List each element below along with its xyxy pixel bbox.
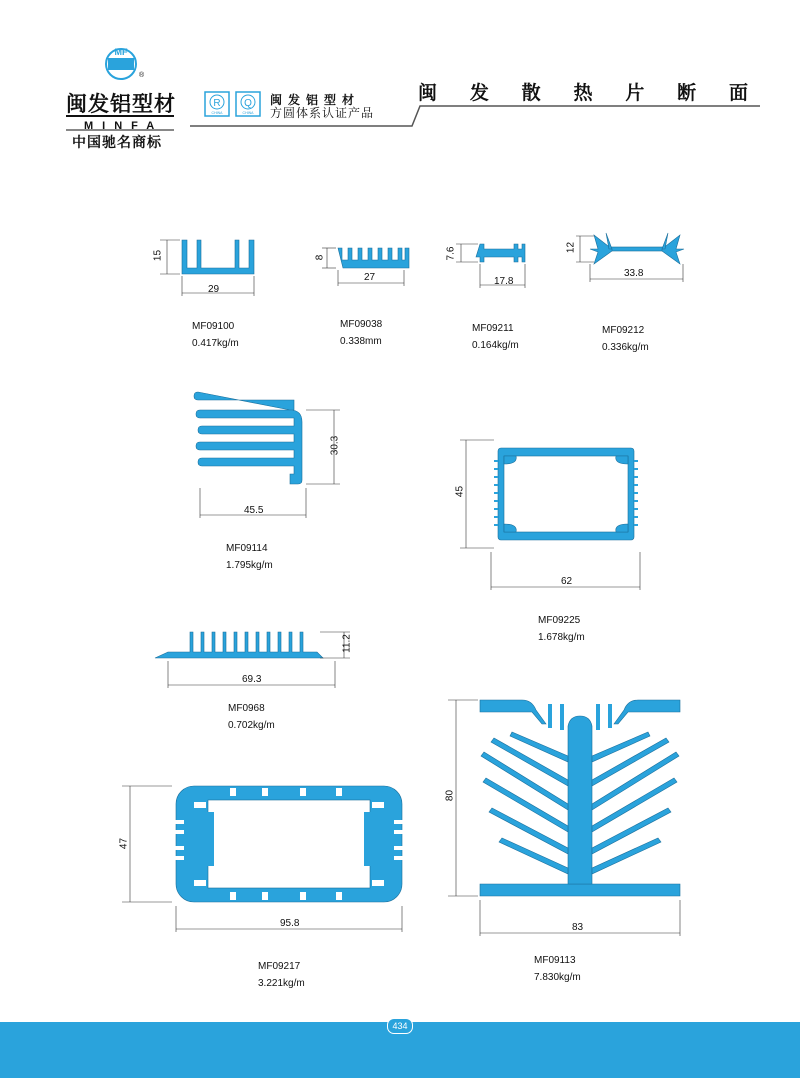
profile-caption-mf09114 (226, 540, 273, 574)
profile-weight: 1.795kg/m (226, 560, 273, 571)
dim-mf09217-width: 95.8 (280, 918, 300, 929)
cert-brand-name: 闽发铝型材 (270, 93, 361, 107)
cert-badge-r-letter: R (213, 98, 221, 109)
profile-code: MF09113 (534, 955, 576, 966)
page-number: 434 (387, 1018, 413, 1034)
cert-badge-q-caption: CHINA (242, 111, 254, 115)
brand-name-en: MINFA (84, 120, 164, 132)
cert-badge-q-letter: Q (244, 98, 252, 109)
page-title (418, 78, 748, 105)
profile-weight: 0.338mm (340, 336, 382, 347)
title-char: 热 (573, 82, 593, 104)
profile-mf09211-drawing (456, 244, 525, 288)
title-char: 片 (625, 82, 645, 104)
title-char: 闽 (418, 82, 438, 104)
profile-caption-mf09225 (538, 612, 585, 646)
profile-code: MF09114 (226, 543, 268, 554)
profile-caption-mf09217 (258, 958, 305, 992)
profile-code: MF09225 (538, 615, 581, 626)
title-char: 面 (728, 82, 748, 104)
dim-mf09114-width: 45.5 (244, 505, 264, 516)
dim-mf09100-width: 29 (208, 284, 220, 295)
title-char: 散 (521, 82, 541, 104)
profile-weight: 1.678kg/m (538, 632, 585, 643)
dim-mf09113-width: 83 (572, 922, 584, 933)
dim-mf09225-width: 62 (561, 576, 573, 587)
profile-weight: 0.702kg/m (228, 720, 275, 731)
profile-weight: 3.221kg/m (258, 978, 305, 989)
profile-code: MF09038 (340, 319, 383, 330)
profile-code: MF09212 (602, 325, 645, 336)
minfa-logo-icon (106, 47, 145, 79)
profile-caption-mf09113 (534, 952, 581, 986)
cert-badge-r-icon (205, 92, 229, 116)
profile-mf09217-drawing (122, 786, 410, 932)
dim-mf09114-height: 30.3 (329, 435, 341, 456)
profile-weight: 7.830kg/m (534, 972, 581, 983)
dim-mf09038-height: 8 (314, 254, 326, 261)
svg-text:®: ® (139, 72, 145, 79)
profile-code: MF09100 (192, 321, 235, 332)
profile-code: MF09217 (258, 961, 301, 972)
profile-weight: 0.164kg/m (472, 340, 519, 351)
brand-tagline: 中国驰名商标 (72, 134, 162, 150)
profile-caption-mf09212 (602, 322, 649, 356)
profile-caption-mf09100 (192, 318, 239, 352)
profile-weight: 0.417kg/m (192, 338, 239, 349)
dim-mf09217-height: 47 (118, 837, 130, 850)
profile-caption-mf09038 (340, 316, 382, 350)
profile-weight: 0.336kg/m (602, 342, 649, 353)
dim-mf09100-height: 15 (152, 249, 164, 262)
cert-badge-q-icon (236, 92, 260, 116)
logo-letters: MF (114, 47, 128, 57)
profile-mf09100-drawing (160, 240, 254, 296)
dim-mf0968-height: 11.2 (341, 634, 353, 653)
profile-code: MF09211 (472, 323, 514, 334)
cert-subtitle: 方圆体系认证产品 (270, 106, 375, 120)
profile-mf09114-drawing (194, 392, 340, 518)
profile-mf09225-drawing (460, 440, 640, 590)
profile-drawings (0, 160, 800, 1000)
dim-mf09212-width: 33.8 (624, 268, 644, 279)
dim-mf09038-width: 27 (364, 272, 376, 283)
dim-mf09211-height: 7.6 (445, 246, 457, 261)
profile-caption-mf0968 (228, 700, 275, 734)
dim-mf0968-width: 69.3 (242, 674, 262, 685)
brand-name-cn: 闽发铝型材 (66, 91, 176, 116)
dim-mf09225-height: 45 (454, 485, 466, 498)
profile-code: MF0968 (228, 703, 265, 714)
cert-badge-r-caption: CHINA (211, 111, 223, 115)
profile-caption-mf09211 (472, 320, 519, 354)
title-char: 发 (469, 82, 489, 104)
title-char: 断 (677, 82, 697, 104)
dim-mf09113-height: 80 (444, 789, 456, 802)
profile-mf09113-drawing (448, 700, 680, 936)
dim-mf09212-height: 12 (565, 241, 577, 254)
dim-mf09211-width: 17.8 (494, 276, 514, 287)
